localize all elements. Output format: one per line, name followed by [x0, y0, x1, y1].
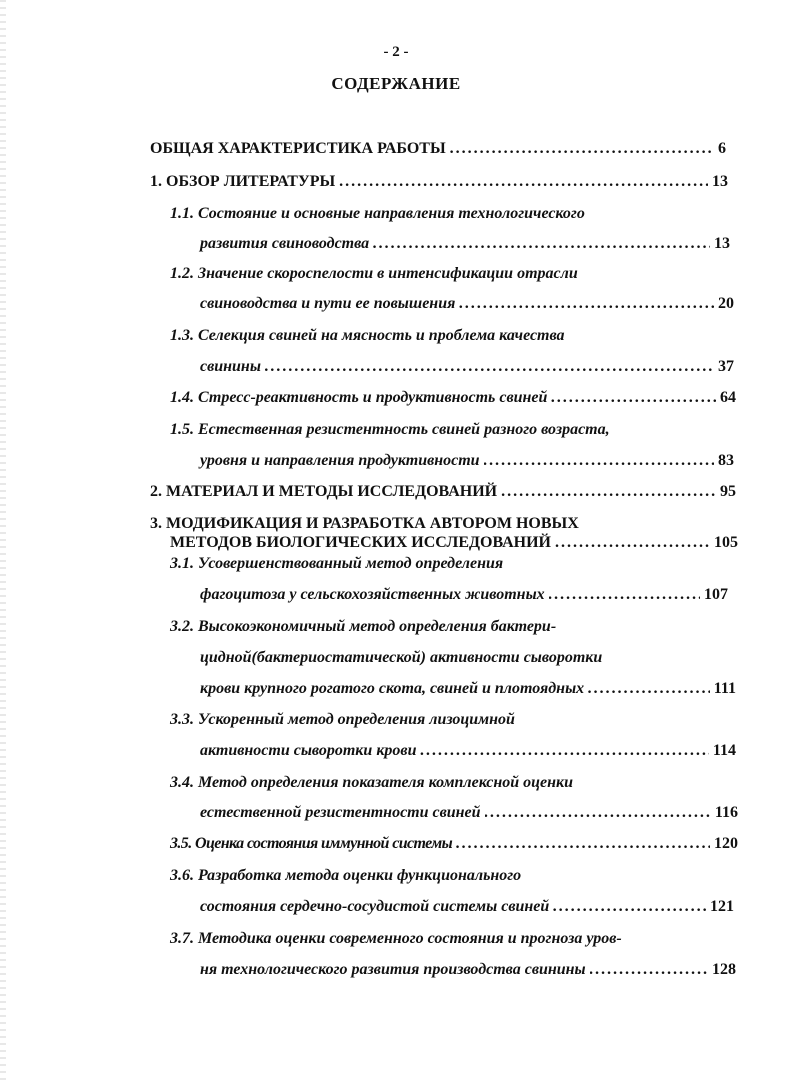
leader-dots	[555, 533, 710, 553]
toc-entry-title: уровня и направления продуктивности	[200, 452, 480, 469]
toc-entry-1-3-line2[interactable]	[200, 357, 734, 377]
toc-page-number: 120	[714, 835, 738, 852]
toc-page-number: 95	[720, 483, 736, 500]
toc-page-number: 64	[720, 389, 736, 406]
toc-entry-title: развития свиноводства	[200, 235, 370, 252]
toc-page-number: 83	[718, 452, 734, 469]
toc-page-number: 13	[714, 235, 730, 252]
toc-entry-3-5[interactable]	[170, 834, 738, 854]
leader-dots	[549, 585, 700, 605]
toc-entry-title: состояния сердечно-сосудистой системы свиней	[200, 898, 550, 915]
toc-page-number: 128	[712, 961, 736, 978]
leader-dots	[456, 834, 710, 854]
toc-entry-title: 3.5. Оценка состояния иммунной системы	[170, 835, 453, 852]
leader-dots	[590, 960, 708, 980]
toc-entry-3-2-line3[interactable]	[200, 679, 736, 699]
toc-page-number: 116	[714, 804, 738, 821]
toc-entry-title: ОБЩАЯ ХАРАКТЕРИСТИКА РАБОТЫ	[150, 140, 446, 157]
toc-entry-1-1-line2[interactable]	[200, 234, 730, 254]
toc-entry-title: 1.1. Состояние и основные направления технологического	[170, 205, 585, 222]
toc-entry-1-4[interactable]	[170, 388, 736, 408]
toc-entry-title: 3.1. Усовершенствованный метод определения	[170, 555, 504, 572]
toc-entry-3-6-line1[interactable]	[170, 866, 730, 886]
toc-entry-section-1[interactable]	[150, 172, 728, 192]
toc-entry-title: 3.3. Ускоренный метод определения лизоцимной	[170, 711, 515, 728]
leader-dots	[551, 388, 716, 408]
toc-entry-title: 3.6. Разработка метода оценки функционального	[170, 867, 522, 884]
toc-entry-title: 1.2. Значение скороспелости в интенсификации отрасли	[170, 265, 578, 282]
toc-entry-title: МЕТОДОВ БИОЛОГИЧЕСКИХ ИССЛЕДОВАНИЙ	[170, 534, 551, 551]
toc-entry-section-3-line2[interactable]	[170, 533, 738, 553]
toc-entry-3-7-line1[interactable]	[170, 929, 736, 949]
leader-dots	[588, 679, 710, 699]
toc-page-number: 121	[710, 898, 734, 915]
toc-entry-title: крови крупного рогатого скота, свиней и плотоядных	[200, 680, 585, 697]
toc-entry-3-3-line2[interactable]	[200, 741, 736, 761]
toc-page-number: 114	[712, 742, 736, 759]
toc-entry-section-3-line1[interactable]	[150, 514, 740, 534]
leader-dots	[450, 139, 714, 159]
toc-entry-3-4-line1[interactable]	[170, 773, 730, 793]
toc-entry-1-3-line1[interactable]	[170, 326, 730, 346]
toc-entry-3-4-line2[interactable]	[200, 803, 738, 823]
toc-entry-section-2[interactable]	[150, 482, 736, 502]
toc-page-number: 20	[718, 295, 734, 312]
leader-dots	[484, 451, 714, 471]
toc-entry-title: цидной(бактериостатической) активности сыворотки	[200, 649, 603, 666]
toc-entry-3-2-line1[interactable]	[170, 617, 730, 637]
toc-entry-title: свинины	[200, 358, 261, 375]
leader-dots	[265, 357, 714, 377]
toc-page-number: 13	[712, 173, 728, 190]
page-number: - 2 -	[383, 44, 409, 60]
toc-entry-title: свиноводства и пути ее повышения	[200, 295, 456, 312]
toc-entry-title: 2. МАТЕРИАЛ И МЕТОДЫ ИССЛЕДОВАНИЙ	[150, 483, 498, 500]
toc-entry-title: естественной резистентности свиней	[200, 804, 481, 821]
toc-entry-3-2-line2[interactable]	[200, 648, 730, 668]
leader-dots	[553, 897, 706, 917]
leader-dots	[420, 741, 708, 761]
toc-page-number: 111	[713, 680, 736, 697]
leader-dots	[339, 172, 708, 192]
toc-entry-1-2-line1[interactable]	[170, 264, 730, 284]
toc-entry-title: активности сыворотки крови	[200, 742, 417, 759]
toc-entry-1-5-line2[interactable]	[200, 451, 734, 471]
toc-entry-title: 1.4. Стресс-реактивность и продуктивность свиней	[170, 389, 548, 406]
toc-entry-title: 3.2. Высокоэкономичный метод определения бактери-	[170, 618, 557, 635]
toc-entry-title: 1. ОБЗОР ЛИТЕРАТУРЫ	[150, 173, 336, 190]
toc-entry-title: 3.4. Метод определения показателя комплексной оценки	[170, 774, 574, 791]
leader-dots	[501, 482, 716, 502]
toc-entry-title: 1.3. Селекция свиней на мясность и проблема качества	[170, 327, 565, 344]
leader-dots	[459, 294, 714, 314]
toc-entry-title: фагоцитоза у сельскохозяйственных животных	[200, 586, 545, 603]
page-title: СОДЕРЖАНИЕ	[331, 74, 461, 93]
leader-dots	[373, 234, 710, 254]
toc-page-number: 105	[714, 534, 738, 551]
toc-entry-title: 1.5. Естественная резистентность свиней разного возраста,	[170, 421, 610, 438]
toc-page-number: 6	[718, 140, 726, 157]
toc-entry-1-1-line1[interactable]	[170, 204, 730, 224]
toc-entry-1-5-line1[interactable]	[170, 420, 730, 440]
toc-entry-3-1-line2[interactable]	[200, 585, 728, 605]
toc-entry-title: 3. МОДИФИКАЦИЯ И РАЗРАБОТКА АВТОРОМ НОВЫХ	[150, 515, 579, 532]
toc-page-number: 37	[718, 358, 734, 375]
toc-entry-3-6-line2[interactable]	[200, 897, 734, 917]
toc-entry-3-7-line2[interactable]	[200, 960, 736, 980]
toc-page-number: 107	[704, 586, 728, 603]
leader-dots	[485, 803, 711, 823]
toc-entry-title: 3.7. Методика оценки современного состояния и прогноза уров-	[170, 930, 622, 947]
toc-entry-general[interactable]	[150, 139, 726, 159]
toc-entry-3-3-line1[interactable]	[170, 710, 730, 730]
toc-entry-3-1-line1[interactable]	[170, 554, 730, 574]
toc-entry-1-2-line2[interactable]	[200, 294, 734, 314]
toc-entry-title: ня технологического развития производства свинины	[200, 961, 586, 978]
